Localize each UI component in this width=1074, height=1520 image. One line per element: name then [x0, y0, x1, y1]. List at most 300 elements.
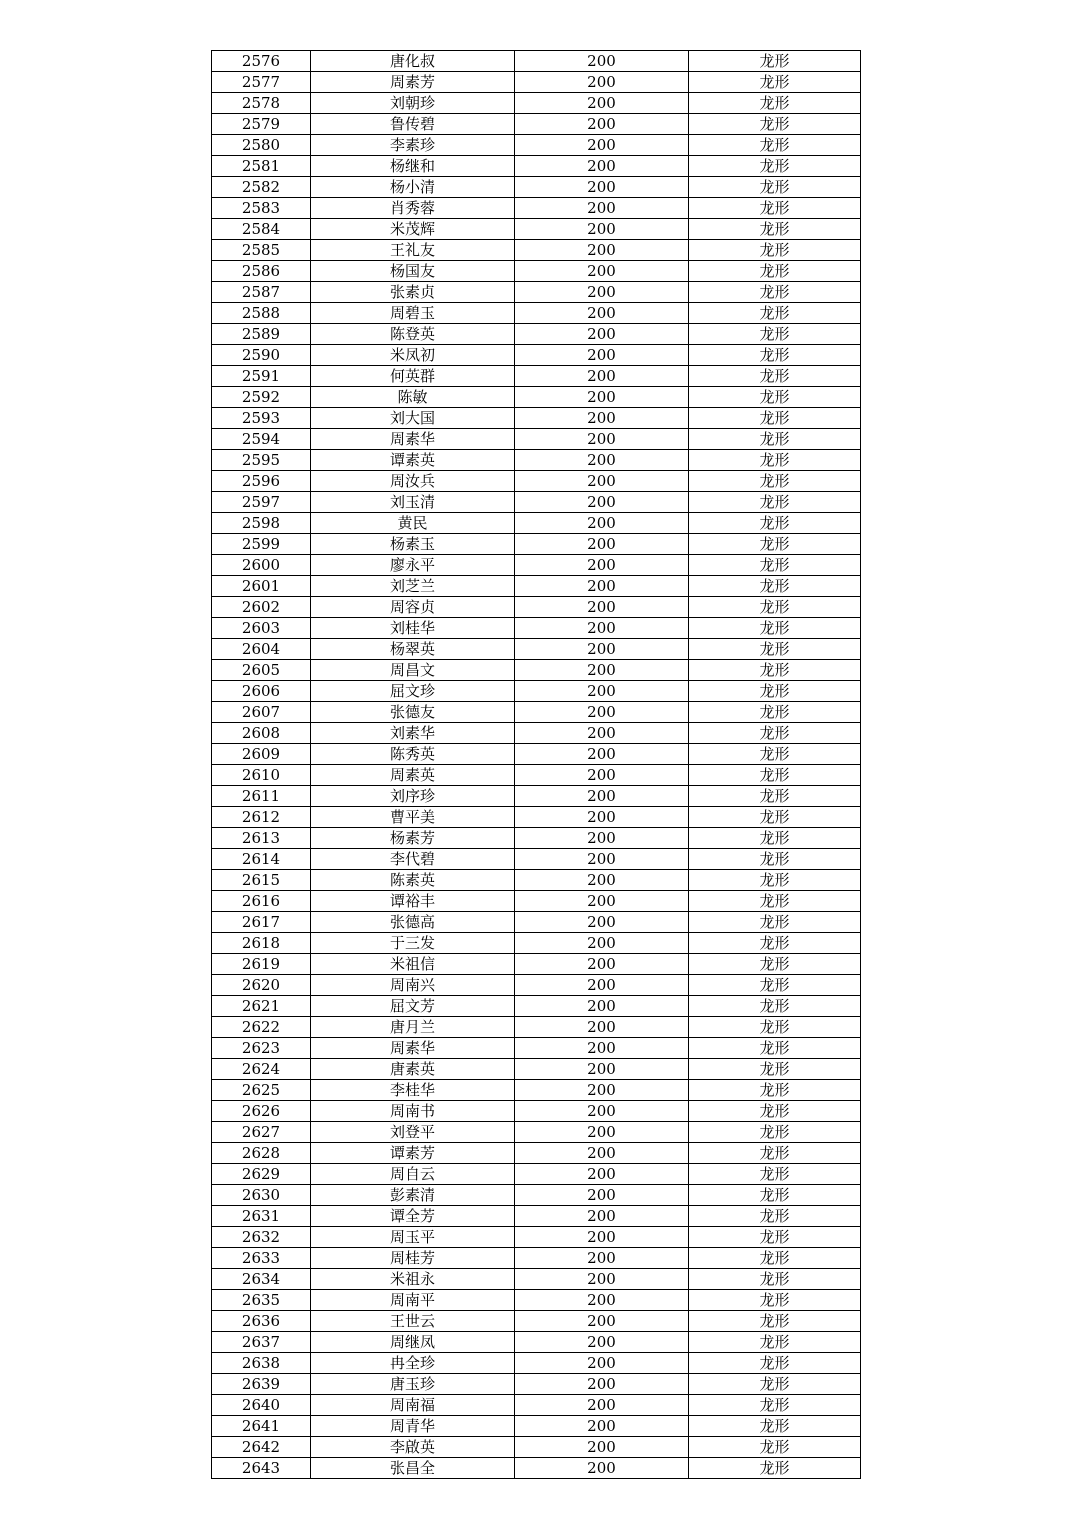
- name-cell: 刘素华: [311, 723, 515, 744]
- amount-cell: 200: [515, 975, 689, 996]
- name-cell: 杨翠英: [311, 639, 515, 660]
- location-cell: 龙形: [689, 471, 861, 492]
- table-row: [212, 1374, 861, 1395]
- row-number-cell: 2582: [212, 177, 311, 198]
- location-cell: 龙形: [689, 555, 861, 576]
- amount-cell: 200: [515, 114, 689, 135]
- location-cell: 龙形: [689, 1290, 861, 1311]
- amount-cell: 200: [515, 303, 689, 324]
- table-row: [212, 870, 861, 891]
- row-number-cell: 2635: [212, 1290, 311, 1311]
- row-number-cell: 2583: [212, 198, 311, 219]
- row-number-cell: 2596: [212, 471, 311, 492]
- location-cell: 龙形: [689, 72, 861, 93]
- location-cell: 龙形: [689, 1206, 861, 1227]
- name-cell: 米祖永: [311, 1269, 515, 1290]
- row-number-cell: 2627: [212, 1122, 311, 1143]
- row-number-cell: 2591: [212, 366, 311, 387]
- location-cell: 龙形: [689, 93, 861, 114]
- amount-cell: 200: [515, 744, 689, 765]
- location-cell: 龙形: [689, 660, 861, 681]
- location-cell: 龙形: [689, 702, 861, 723]
- amount-cell: 200: [515, 954, 689, 975]
- row-number-cell: 2624: [212, 1059, 311, 1080]
- table-row: [212, 1143, 861, 1164]
- row-number-cell: 2619: [212, 954, 311, 975]
- name-cell: 周容贞: [311, 597, 515, 618]
- name-cell: 冉全珍: [311, 1353, 515, 1374]
- amount-cell: 200: [515, 1458, 689, 1479]
- amount-cell: 200: [515, 618, 689, 639]
- name-cell: 刘桂华: [311, 618, 515, 639]
- name-cell: 周素芳: [311, 72, 515, 93]
- name-cell: 刘朝珍: [311, 93, 515, 114]
- amount-cell: 200: [515, 1374, 689, 1395]
- row-number-cell: 2606: [212, 681, 311, 702]
- row-number-cell: 2608: [212, 723, 311, 744]
- row-number-cell: 2605: [212, 660, 311, 681]
- table-row: [212, 1122, 861, 1143]
- row-number-cell: 2604: [212, 639, 311, 660]
- amount-cell: 200: [515, 555, 689, 576]
- location-cell: 龙形: [689, 408, 861, 429]
- name-cell: 鲁传碧: [311, 114, 515, 135]
- table-row: [212, 324, 861, 345]
- table-row: [212, 198, 861, 219]
- location-cell: 龙形: [689, 240, 861, 261]
- location-cell: 龙形: [689, 1143, 861, 1164]
- amount-cell: 200: [515, 219, 689, 240]
- name-cell: 黄民: [311, 513, 515, 534]
- amount-cell: 200: [515, 891, 689, 912]
- amount-cell: 200: [515, 240, 689, 261]
- location-cell: 龙形: [689, 1374, 861, 1395]
- table-row: [212, 51, 861, 72]
- table-row: [212, 1059, 861, 1080]
- table-row: [212, 114, 861, 135]
- row-number-cell: 2620: [212, 975, 311, 996]
- row-number-cell: 2633: [212, 1248, 311, 1269]
- table-row: [212, 975, 861, 996]
- amount-cell: 200: [515, 660, 689, 681]
- row-number-cell: 2629: [212, 1164, 311, 1185]
- table-row: [212, 93, 861, 114]
- table-row: [212, 513, 861, 534]
- row-number-cell: 2632: [212, 1227, 311, 1248]
- name-cell: 杨继和: [311, 156, 515, 177]
- table-row: [212, 240, 861, 261]
- name-cell: 刘芝兰: [311, 576, 515, 597]
- amount-cell: 200: [515, 492, 689, 513]
- amount-cell: 200: [515, 1101, 689, 1122]
- name-cell: 谭裕丰: [311, 891, 515, 912]
- name-cell: 刘大国: [311, 408, 515, 429]
- row-number-cell: 2592: [212, 387, 311, 408]
- location-cell: 龙形: [689, 261, 861, 282]
- table-row: [212, 828, 861, 849]
- amount-cell: 200: [515, 1143, 689, 1164]
- name-cell: 李桂华: [311, 1080, 515, 1101]
- location-cell: 龙形: [689, 765, 861, 786]
- amount-cell: 200: [515, 135, 689, 156]
- location-cell: 龙形: [689, 156, 861, 177]
- row-number-cell: 2626: [212, 1101, 311, 1122]
- name-cell: 杨素芳: [311, 828, 515, 849]
- row-number-cell: 2625: [212, 1080, 311, 1101]
- table-row: [212, 807, 861, 828]
- table-row: [212, 471, 861, 492]
- name-cell: 杨小清: [311, 177, 515, 198]
- table-row: [212, 429, 861, 450]
- amount-cell: 200: [515, 933, 689, 954]
- table-row: [212, 534, 861, 555]
- name-cell: 李啟英: [311, 1437, 515, 1458]
- table-row: [212, 912, 861, 933]
- name-cell: 李代碧: [311, 849, 515, 870]
- location-cell: 龙形: [689, 1080, 861, 1101]
- amount-cell: 200: [515, 597, 689, 618]
- name-cell: 周素华: [311, 1038, 515, 1059]
- name-cell: 刘序珍: [311, 786, 515, 807]
- table-row: [212, 135, 861, 156]
- name-cell: 陈登英: [311, 324, 515, 345]
- name-cell: 周素华: [311, 429, 515, 450]
- table-row: [212, 177, 861, 198]
- location-cell: 龙形: [689, 219, 861, 240]
- amount-cell: 200: [515, 1164, 689, 1185]
- table-row: [212, 1458, 861, 1479]
- row-number-cell: 2601: [212, 576, 311, 597]
- amount-cell: 200: [515, 1038, 689, 1059]
- location-cell: 龙形: [689, 366, 861, 387]
- location-cell: 龙形: [689, 282, 861, 303]
- name-cell: 李素珍: [311, 135, 515, 156]
- name-cell: 谭素芳: [311, 1143, 515, 1164]
- row-number-cell: 2587: [212, 282, 311, 303]
- name-cell: 陈敏: [311, 387, 515, 408]
- name-cell: 屈文芳: [311, 996, 515, 1017]
- name-cell: 周南平: [311, 1290, 515, 1311]
- amount-cell: 200: [515, 828, 689, 849]
- name-cell: 张昌全: [311, 1458, 515, 1479]
- table-row: [212, 1332, 861, 1353]
- table-row: [212, 576, 861, 597]
- row-number-cell: 2615: [212, 870, 311, 891]
- name-cell: 彭素清: [311, 1185, 515, 1206]
- row-number-cell: 2609: [212, 744, 311, 765]
- amount-cell: 200: [515, 1290, 689, 1311]
- location-cell: 龙形: [689, 387, 861, 408]
- location-cell: 龙形: [689, 1185, 861, 1206]
- table-row: [212, 156, 861, 177]
- row-number-cell: 2622: [212, 1017, 311, 1038]
- row-number-cell: 2586: [212, 261, 311, 282]
- table-row: [212, 597, 861, 618]
- location-cell: 龙形: [689, 1332, 861, 1353]
- location-cell: 龙形: [689, 1038, 861, 1059]
- location-cell: 龙形: [689, 786, 861, 807]
- name-cell: 周桂芳: [311, 1248, 515, 1269]
- name-cell: 陈素英: [311, 870, 515, 891]
- table-row: [212, 786, 861, 807]
- name-cell: 周素英: [311, 765, 515, 786]
- table-row: [212, 954, 861, 975]
- amount-cell: 200: [515, 198, 689, 219]
- row-number-cell: 2584: [212, 219, 311, 240]
- row-number-cell: 2593: [212, 408, 311, 429]
- amount-cell: 200: [515, 765, 689, 786]
- row-number-cell: 2639: [212, 1374, 311, 1395]
- table-row: [212, 1206, 861, 1227]
- location-cell: 龙形: [689, 933, 861, 954]
- row-number-cell: 2638: [212, 1353, 311, 1374]
- name-cell: 谭全芳: [311, 1206, 515, 1227]
- amount-cell: 200: [515, 387, 689, 408]
- table-row: [212, 261, 861, 282]
- amount-cell: 200: [515, 513, 689, 534]
- table-row: [212, 1269, 861, 1290]
- table-row: [212, 849, 861, 870]
- name-cell: 周南书: [311, 1101, 515, 1122]
- name-cell: 张素贞: [311, 282, 515, 303]
- table-row: [212, 891, 861, 912]
- location-cell: 龙形: [689, 135, 861, 156]
- table-row: [212, 1080, 861, 1101]
- location-cell: 龙形: [689, 1395, 861, 1416]
- row-number-cell: 2589: [212, 324, 311, 345]
- name-cell: 米祖信: [311, 954, 515, 975]
- name-cell: 张德高: [311, 912, 515, 933]
- location-cell: 龙形: [689, 1353, 861, 1374]
- name-cell: 王世云: [311, 1311, 515, 1332]
- table-row: [212, 282, 861, 303]
- row-number-cell: 2610: [212, 765, 311, 786]
- location-cell: 龙形: [689, 324, 861, 345]
- location-cell: 龙形: [689, 954, 861, 975]
- table-row: [212, 1227, 861, 1248]
- name-cell: 于三发: [311, 933, 515, 954]
- row-number-cell: 2578: [212, 93, 311, 114]
- name-cell: 张德友: [311, 702, 515, 723]
- row-number-cell: 2576: [212, 51, 311, 72]
- row-number-cell: 2613: [212, 828, 311, 849]
- location-cell: 龙形: [689, 1248, 861, 1269]
- location-cell: 龙形: [689, 1017, 861, 1038]
- location-cell: 龙形: [689, 681, 861, 702]
- amount-cell: 200: [515, 177, 689, 198]
- row-number-cell: 2580: [212, 135, 311, 156]
- name-cell: 肖秀蓉: [311, 198, 515, 219]
- amount-cell: 200: [515, 639, 689, 660]
- name-cell: 周青华: [311, 1416, 515, 1437]
- amount-cell: 200: [515, 534, 689, 555]
- amount-cell: 200: [515, 345, 689, 366]
- amount-cell: 200: [515, 429, 689, 450]
- location-cell: 龙形: [689, 828, 861, 849]
- location-cell: 龙形: [689, 1122, 861, 1143]
- location-cell: 龙形: [689, 618, 861, 639]
- table-body: [212, 51, 861, 1479]
- row-number-cell: 2603: [212, 618, 311, 639]
- amount-cell: 200: [515, 996, 689, 1017]
- amount-cell: 200: [515, 1122, 689, 1143]
- location-cell: 龙形: [689, 912, 861, 933]
- data-table: [211, 50, 861, 1479]
- location-cell: 龙形: [689, 1059, 861, 1080]
- name-cell: 曹平美: [311, 807, 515, 828]
- amount-cell: 200: [515, 1311, 689, 1332]
- table-row: [212, 303, 861, 324]
- location-cell: 龙形: [689, 975, 861, 996]
- amount-cell: 200: [515, 1059, 689, 1080]
- row-number-cell: 2617: [212, 912, 311, 933]
- location-cell: 龙形: [689, 891, 861, 912]
- table-row: [212, 765, 861, 786]
- name-cell: 刘登平: [311, 1122, 515, 1143]
- location-cell: 龙形: [689, 345, 861, 366]
- row-number-cell: 2595: [212, 450, 311, 471]
- row-number-cell: 2640: [212, 1395, 311, 1416]
- name-cell: 刘玉清: [311, 492, 515, 513]
- amount-cell: 200: [515, 807, 689, 828]
- name-cell: 杨国友: [311, 261, 515, 282]
- row-number-cell: 2643: [212, 1458, 311, 1479]
- amount-cell: 200: [515, 1269, 689, 1290]
- table-row: [212, 408, 861, 429]
- table-row: [212, 1395, 861, 1416]
- location-cell: 龙形: [689, 51, 861, 72]
- name-cell: 米凤初: [311, 345, 515, 366]
- amount-cell: 200: [515, 870, 689, 891]
- amount-cell: 200: [515, 1353, 689, 1374]
- row-number-cell: 2623: [212, 1038, 311, 1059]
- location-cell: 龙形: [689, 1227, 861, 1248]
- table-row: [212, 933, 861, 954]
- name-cell: 陈秀英: [311, 744, 515, 765]
- name-cell: 唐玉珍: [311, 1374, 515, 1395]
- table-row: [212, 660, 861, 681]
- table-row: [212, 1185, 861, 1206]
- row-number-cell: 2579: [212, 114, 311, 135]
- table-row: [212, 1101, 861, 1122]
- amount-cell: 200: [515, 156, 689, 177]
- name-cell: 屈文珍: [311, 681, 515, 702]
- location-cell: 龙形: [689, 870, 861, 891]
- row-number-cell: 2607: [212, 702, 311, 723]
- row-number-cell: 2598: [212, 513, 311, 534]
- row-number-cell: 2599: [212, 534, 311, 555]
- location-cell: 龙形: [689, 303, 861, 324]
- amount-cell: 200: [515, 681, 689, 702]
- amount-cell: 200: [515, 1437, 689, 1458]
- row-number-cell: 2634: [212, 1269, 311, 1290]
- table-row: [212, 702, 861, 723]
- amount-cell: 200: [515, 1206, 689, 1227]
- location-cell: 龙形: [689, 450, 861, 471]
- name-cell: 杨素玉: [311, 534, 515, 555]
- table-row: [212, 1353, 861, 1374]
- row-number-cell: 2637: [212, 1332, 311, 1353]
- table-row: [212, 744, 861, 765]
- amount-cell: 200: [515, 1185, 689, 1206]
- row-number-cell: 2631: [212, 1206, 311, 1227]
- amount-cell: 200: [515, 702, 689, 723]
- row-number-cell: 2588: [212, 303, 311, 324]
- row-number-cell: 2577: [212, 72, 311, 93]
- location-cell: 龙形: [689, 1269, 861, 1290]
- table-row: [212, 618, 861, 639]
- row-number-cell: 2597: [212, 492, 311, 513]
- row-number-cell: 2602: [212, 597, 311, 618]
- name-cell: 廖永平: [311, 555, 515, 576]
- location-cell: 龙形: [689, 1311, 861, 1332]
- row-number-cell: 2618: [212, 933, 311, 954]
- table-row: [212, 366, 861, 387]
- table-row: [212, 1248, 861, 1269]
- name-cell: 唐素英: [311, 1059, 515, 1080]
- location-cell: 龙形: [689, 198, 861, 219]
- table-row: [212, 639, 861, 660]
- location-cell: 龙形: [689, 513, 861, 534]
- location-cell: 龙形: [689, 576, 861, 597]
- table-row: [212, 219, 861, 240]
- name-cell: 唐月兰: [311, 1017, 515, 1038]
- name-cell: 唐化叔: [311, 51, 515, 72]
- location-cell: 龙形: [689, 597, 861, 618]
- table-row: [212, 492, 861, 513]
- location-cell: 龙形: [689, 429, 861, 450]
- name-cell: 周南兴: [311, 975, 515, 996]
- table-row: [212, 1416, 861, 1437]
- amount-cell: 200: [515, 93, 689, 114]
- amount-cell: 200: [515, 282, 689, 303]
- amount-cell: 200: [515, 912, 689, 933]
- location-cell: 龙形: [689, 744, 861, 765]
- amount-cell: 200: [515, 366, 689, 387]
- name-cell: 周南福: [311, 1395, 515, 1416]
- row-number-cell: 2641: [212, 1416, 311, 1437]
- row-number-cell: 2636: [212, 1311, 311, 1332]
- table-row: [212, 1311, 861, 1332]
- location-cell: 龙形: [689, 849, 861, 870]
- name-cell: 周昌文: [311, 660, 515, 681]
- amount-cell: 200: [515, 324, 689, 345]
- name-cell: 王礼友: [311, 240, 515, 261]
- name-cell: 谭素英: [311, 450, 515, 471]
- location-cell: 龙形: [689, 1416, 861, 1437]
- table-row: [212, 387, 861, 408]
- location-cell: 龙形: [689, 1164, 861, 1185]
- name-cell: 米茂辉: [311, 219, 515, 240]
- location-cell: 龙形: [689, 1437, 861, 1458]
- location-cell: 龙形: [689, 492, 861, 513]
- amount-cell: 200: [515, 1332, 689, 1353]
- table-row: [212, 996, 861, 1017]
- amount-cell: 200: [515, 471, 689, 492]
- location-cell: 龙形: [689, 723, 861, 744]
- table-row: [212, 723, 861, 744]
- table-row: [212, 72, 861, 93]
- location-cell: 龙形: [689, 996, 861, 1017]
- amount-cell: 200: [515, 1080, 689, 1101]
- amount-cell: 200: [515, 408, 689, 429]
- location-cell: 龙形: [689, 534, 861, 555]
- location-cell: 龙形: [689, 177, 861, 198]
- table-row: [212, 1290, 861, 1311]
- name-cell: 周汝兵: [311, 471, 515, 492]
- table-row: [212, 1017, 861, 1038]
- location-cell: 龙形: [689, 639, 861, 660]
